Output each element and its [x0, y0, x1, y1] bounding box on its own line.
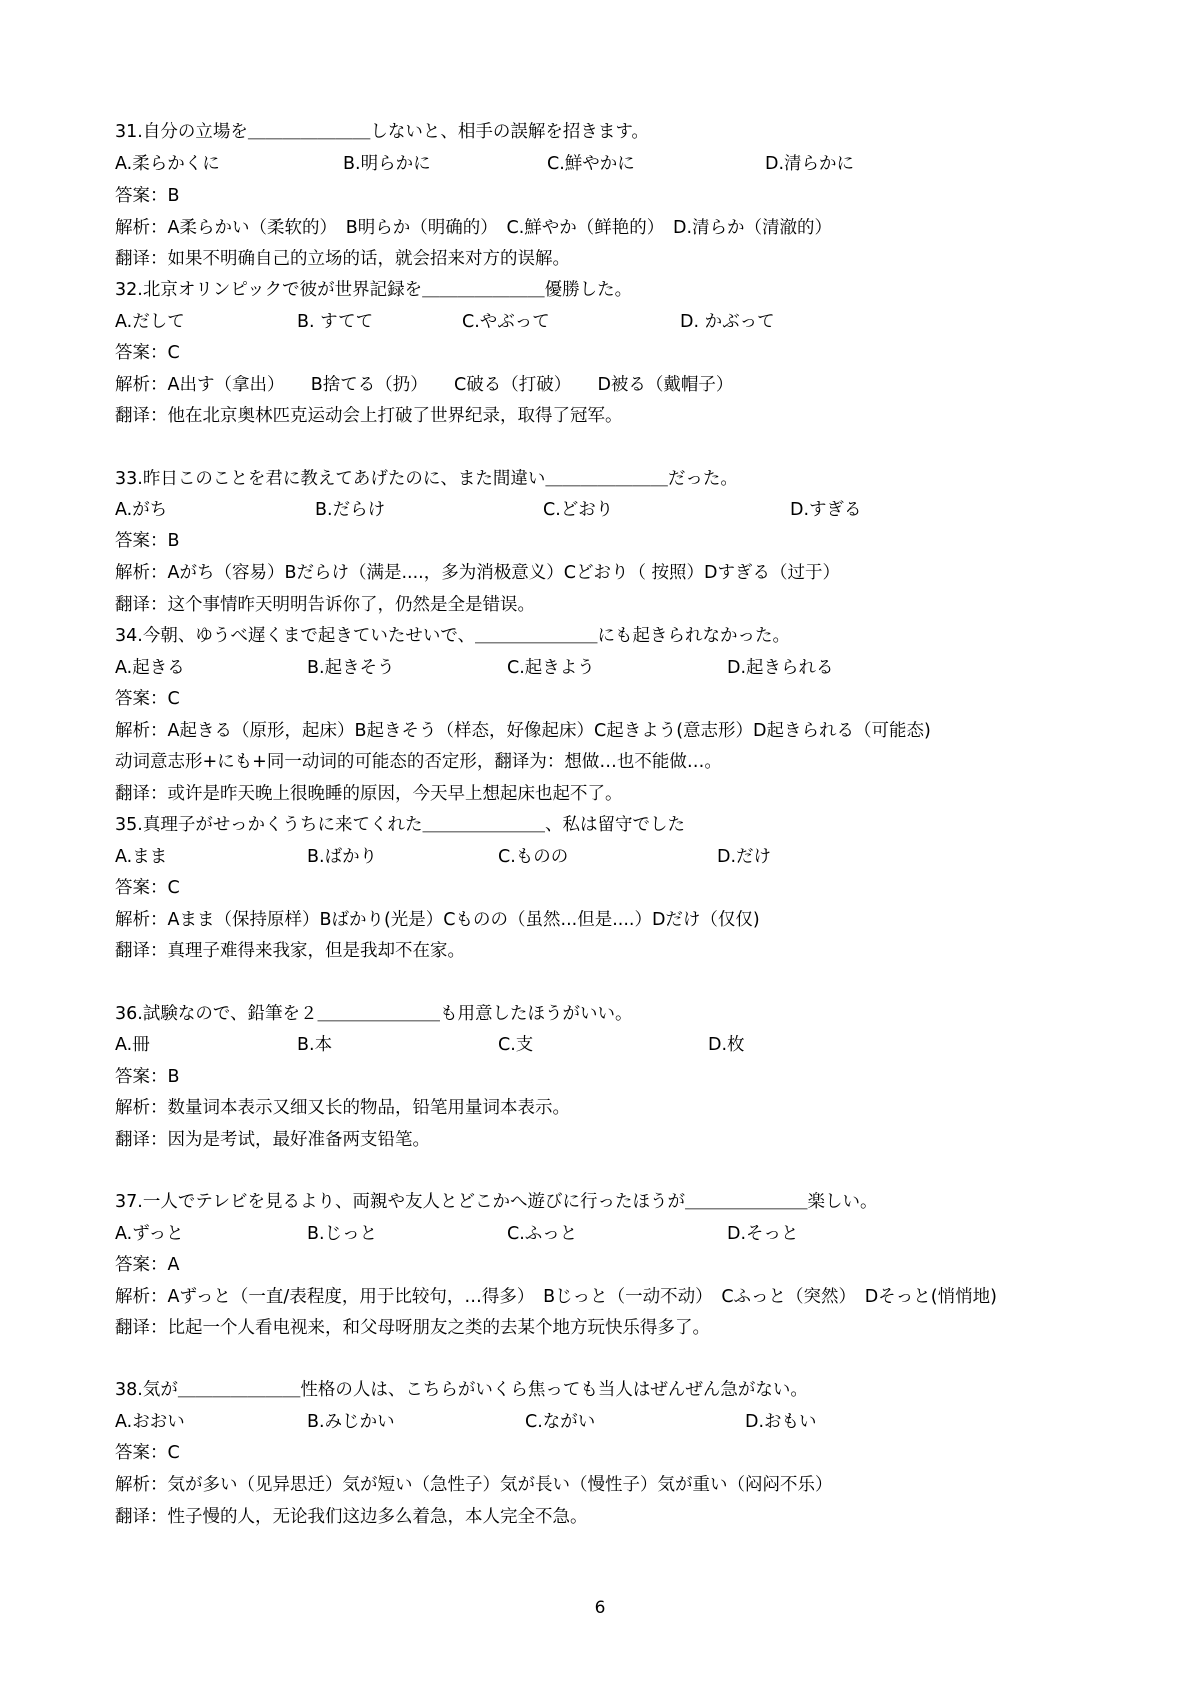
- analysis-31: 解析：A柔らかい（柔软的） B明らか（明确的） C.鮮やか（鲜艳的） D.清らか（清澈的）: [115, 218, 833, 238]
- analysis-32: 解析：A出す（拿出） B捨てる（扔） C破る（打破） D被る（戴帽子）: [115, 375, 734, 395]
- option-d: D.すぎる: [790, 500, 862, 520]
- question-34: 34.今朝、ゆうべ遅くまで起きていたせいで、＿＿＿＿＿＿＿にも起きられなかった。: [115, 626, 790, 646]
- translation-38: 翻译：性子慢的人，无论我们这边多么着急，本人完全不急。: [115, 1507, 588, 1527]
- option-c: C.どおり: [543, 500, 614, 520]
- option-b: B.明らかに: [343, 154, 431, 174]
- analysis-34: 解析：A起きる（原形，起床）B起きそう（样态，好像起床）C起きよう(意志形）D起きられる（可能态): [115, 721, 931, 741]
- analysis-33: 解析：Aがち（容易）Bだらけ（满是....，多为消极意义）Cどおり（ 按照）Dすぎる（过于）: [115, 563, 840, 583]
- option-b: B.起きそう: [307, 658, 395, 678]
- answer-37: 答案：A: [115, 1255, 180, 1275]
- translation-31: 翻译：如果不明确自己的立场的话，就会招来对方的误解。: [115, 249, 570, 269]
- answer-33: 答案：B: [115, 531, 180, 551]
- option-c: C.鮮やかに: [547, 154, 635, 174]
- question-32: 32.北京オリンピックで彼が世界記録を＿＿＿＿＿＿＿優勝した。: [115, 280, 633, 300]
- option-c: C.起きよう: [507, 658, 595, 678]
- analysis-38: 解析：気が多い（见异思迁）気が短い（急性子）気が長い（慢性子）気が重い（闷闷不乐）: [115, 1475, 833, 1495]
- option-c: C.ながい: [525, 1412, 596, 1432]
- option-a: A.起きる: [115, 658, 185, 678]
- question-38: 38.気が＿＿＿＿＿＿＿性格の人は、こちらがいくら焦っても当人はぜんぜん急がない。: [115, 1380, 808, 1400]
- translation-33: 翻译：这个事情昨天明明告诉你了，仍然是全是错误。: [115, 595, 535, 615]
- option-d: D.そっと: [727, 1224, 799, 1244]
- analysis-34-note: 动词意志形+にも+同一动词的可能态的否定形，翻译为：想做…也不能做…。: [115, 752, 722, 772]
- option-a: A.がち: [115, 500, 168, 520]
- answer-31: 答案：B: [115, 186, 180, 206]
- option-d: D.だけ: [717, 847, 772, 867]
- option-a: A.冊: [115, 1035, 150, 1055]
- analysis-36: 解析：数量词本表示又细又长的物品，铅笔用量词本表示。: [115, 1098, 570, 1118]
- analysis-37: 解析：Aずっと（一直/表程度，用于比较句，…得多） Bじっと（一动不动） Cふっと（突然） Dそっと(悄悄地): [115, 1287, 997, 1307]
- answer-34: 答案：C: [115, 689, 180, 709]
- option-c: C.支: [498, 1035, 534, 1055]
- option-d: D.起きられる: [727, 658, 834, 678]
- question-36: 36.試験なので、鉛筆を２＿＿＿＿＿＿＿も用意したほうがいい。: [115, 1004, 633, 1024]
- question-35: 35.真理子がせっかくうちに来てくれた＿＿＿＿＿＿＿、私は留守でした: [115, 815, 685, 835]
- option-d: D.清らかに: [765, 154, 855, 174]
- option-b: B.じっと: [307, 1224, 378, 1244]
- option-a: A.まま: [115, 847, 168, 867]
- option-d: D.おもい: [745, 1412, 817, 1432]
- option-b: B.だらけ: [315, 500, 386, 520]
- answer-36: 答案：B: [115, 1067, 180, 1087]
- option-d: D.枚: [708, 1035, 745, 1055]
- question-31: 31.自分の立場を＿＿＿＿＿＿＿しないと、相手の誤解を招きます。: [115, 122, 649, 142]
- analysis-35: 解析：Aまま（保持原样）Bばかり(光是）Cものの（虽然...但是....）Dだけ（仅仅): [115, 910, 760, 930]
- option-b: B.本: [297, 1035, 333, 1055]
- option-b: B. すてて: [297, 312, 374, 332]
- option-d: D. かぶって: [680, 312, 775, 332]
- translation-34: 翻译：或许是昨天晚上很晚睡的原因，今天早上想起床也起不了。: [115, 784, 623, 804]
- option-c: C.ふっと: [507, 1224, 578, 1244]
- answer-32: 答案：C: [115, 343, 180, 363]
- option-c: C.ものの: [498, 847, 569, 867]
- option-a: A.ずっと: [115, 1224, 184, 1244]
- answer-35: 答案：C: [115, 878, 180, 898]
- question-37: 37.一人でテレビを見るより、両親や友人とどこかへ遊びに行ったほうが＿＿＿＿＿＿＿楽しい。: [115, 1192, 878, 1212]
- option-a: A.おおい: [115, 1412, 185, 1432]
- option-b: B.ばかり: [307, 847, 378, 867]
- page-number: 6: [594, 1598, 606, 1618]
- answer-38: 答案：C: [115, 1443, 180, 1463]
- option-c: C.やぶって: [462, 312, 550, 332]
- translation-32: 翻译：他在北京奥林匹克运动会上打破了世界纪录，取得了冠军。: [115, 406, 623, 426]
- translation-36: 翻译：因为是考试，最好准备两支铅笔。: [115, 1130, 430, 1150]
- translation-37: 翻译：比起一个人看电视来，和父母呀朋友之类的去某个地方玩快乐得多了。: [115, 1318, 710, 1338]
- option-a: A.だして: [115, 312, 185, 332]
- question-33: 33.昨日このことを君に教えてあげたのに、また間違い＿＿＿＿＿＿＿だった。: [115, 469, 738, 489]
- option-b: B.みじかい: [307, 1412, 395, 1432]
- translation-35: 翻译：真理子难得来我家，但是我却不在家。: [115, 941, 465, 961]
- option-a: A.柔らかくに: [115, 154, 220, 174]
